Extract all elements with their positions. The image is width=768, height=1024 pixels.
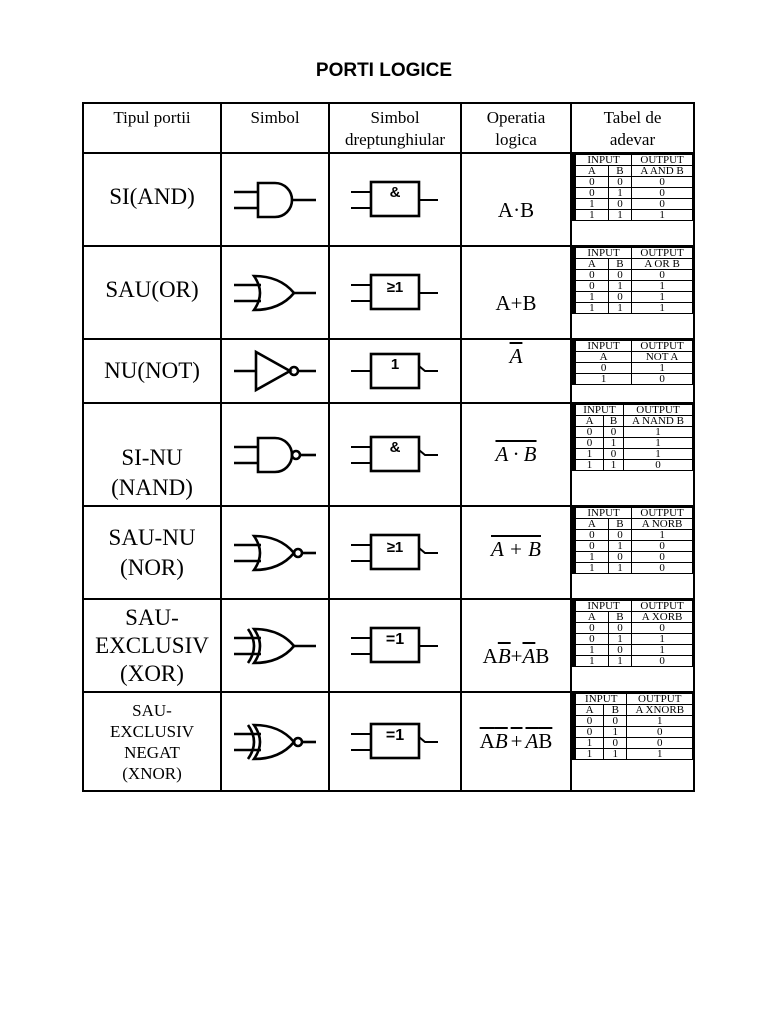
- and-rect-symbol-icon: [349, 178, 441, 222]
- truth-cell: 1: [632, 210, 693, 221]
- truth-table-cell: [571, 403, 694, 506]
- truth-table: [575, 693, 693, 760]
- header-gate-type: [83, 103, 221, 153]
- truth-cell: 1: [576, 292, 609, 303]
- truth-cell: 0: [576, 541, 609, 552]
- truth-col: A: [576, 166, 609, 177]
- truth-cell: 0: [576, 727, 604, 738]
- truth-cell: 0: [576, 530, 609, 541]
- truth-col: A: [576, 612, 609, 623]
- truth-cell: 1: [576, 738, 604, 749]
- truth-cell: 1: [608, 188, 631, 199]
- truth-table-cell: [571, 692, 694, 791]
- truth-cell: 1: [608, 656, 631, 667]
- operation-cell: [461, 599, 571, 692]
- xor-gate-icon: [230, 624, 320, 668]
- truth-cell: 1: [623, 449, 692, 460]
- truth-cell: 0: [627, 738, 693, 749]
- truth-cell: 0: [604, 427, 624, 438]
- truth-cell: 0: [632, 552, 693, 563]
- gate-name-cell: [83, 339, 221, 403]
- header-truth-line1: Tabel de: [603, 108, 662, 127]
- truth-cell: 0: [632, 563, 693, 574]
- truth-cell: 1: [632, 363, 693, 374]
- truth-cell: 0: [608, 645, 631, 656]
- truth-cell: 1: [576, 303, 609, 314]
- truth-cell: 0: [608, 177, 631, 188]
- op-term: B: [535, 644, 550, 668]
- gate-row-or: [83, 246, 694, 339]
- truth-cell: 1: [623, 438, 692, 449]
- op-operator: +: [510, 729, 523, 753]
- truth-input-header: INPUT: [576, 508, 632, 519]
- truth-output-header: OUTPUT: [632, 341, 693, 352]
- truth-output-header: OUTPUT: [623, 405, 692, 416]
- nor-gate-icon: [230, 531, 320, 575]
- truth-col: A OR B: [632, 259, 693, 270]
- gate-name: SI(AND): [109, 184, 195, 209]
- gate-row-nor: [83, 506, 694, 599]
- truth-cell: 0: [632, 199, 693, 210]
- gate-name-line: (NOR): [120, 554, 184, 580]
- truth-cell: 1: [627, 749, 693, 760]
- truth-cell: 0: [608, 199, 631, 210]
- header-truth-line2: adevar: [609, 130, 656, 149]
- operation-expression: A · B: [495, 442, 537, 466]
- truth-col: A AND B: [632, 166, 693, 177]
- truth-cell: 0: [576, 363, 632, 374]
- operation-cell: [461, 153, 571, 246]
- or-gate-symbol-cell: [221, 246, 329, 339]
- truth-col: B: [604, 705, 627, 716]
- truth-cell: 0: [627, 727, 693, 738]
- operation-cell: [461, 692, 571, 791]
- truth-cell: 0: [623, 460, 692, 471]
- rect-symbol-label: ≥1: [386, 538, 404, 556]
- truth-input-header: INPUT: [576, 155, 632, 166]
- truth-cell: 0: [608, 552, 631, 563]
- truth-input-header: INPUT: [576, 601, 632, 612]
- truth-input-header: INPUT: [576, 248, 632, 259]
- truth-cell: 1: [608, 303, 631, 314]
- gate-name-cell: [83, 403, 221, 506]
- and-gate-symbol-cell: [221, 153, 329, 246]
- truth-cell: 1: [632, 303, 693, 314]
- truth-cell: 1: [623, 427, 692, 438]
- truth-cell: 1: [576, 552, 609, 563]
- page-title: PORTI LOGICE: [315, 60, 453, 81]
- operation-expression: [483, 644, 550, 668]
- header-symbol: [221, 103, 329, 153]
- op-term: A: [479, 729, 495, 753]
- gate-name-line: EXCLUSIV: [95, 632, 209, 658]
- gate-row-xor: [83, 599, 694, 692]
- header-row: [83, 103, 694, 153]
- not-rect-symbol-icon: [349, 349, 441, 393]
- and-gate-icon: [230, 178, 320, 222]
- operation-expression: A + B: [491, 537, 541, 561]
- gate-name-cell: [83, 692, 221, 791]
- truth-cell: 0: [608, 292, 631, 303]
- truth-cell: 0: [632, 188, 693, 199]
- truth-output-header: OUTPUT: [632, 508, 693, 519]
- not-gate-icon: [230, 348, 320, 394]
- truth-cell: 0: [576, 623, 609, 634]
- truth-cell: 0: [632, 656, 693, 667]
- truth-table-cell: [571, 153, 694, 246]
- rect-symbol-cell: [329, 246, 461, 339]
- truth-col: A: [576, 259, 609, 270]
- gate-name-line: SAU-NU: [108, 524, 196, 550]
- truth-col: A NAND B: [623, 416, 692, 427]
- nand-gate-symbol-cell: [221, 403, 329, 506]
- or-rect-symbol-icon: [349, 271, 441, 315]
- rect-symbol-cell: [329, 599, 461, 692]
- logic-gates-table: [82, 102, 695, 792]
- gate-row-nand: [83, 403, 694, 506]
- gate-name-cell: [83, 246, 221, 339]
- op-term-negated: B: [494, 729, 508, 753]
- truth-output-header: OUTPUT: [632, 155, 693, 166]
- nand-gate-icon: [230, 433, 320, 477]
- operation-cell: [461, 506, 571, 599]
- truth-cell: 1: [576, 374, 632, 385]
- truth-col: B: [608, 519, 631, 530]
- xnor-rect-symbol-icon: [349, 720, 441, 764]
- header-gate-type-text: Tipul portii: [113, 108, 191, 127]
- rect-symbol-cell: [329, 692, 461, 791]
- header-rect-symbol-line2: dreptunghiular: [344, 130, 446, 149]
- rect-symbol-label: =1: [385, 630, 405, 648]
- gate-name-line: EXCLUSIV: [109, 721, 195, 741]
- truth-input-header: INPUT: [576, 405, 624, 416]
- truth-table: [575, 247, 693, 314]
- truth-cell: 1: [608, 634, 631, 645]
- gate-name: NU(NOT): [104, 358, 200, 383]
- nand-rect-symbol-icon: [349, 433, 441, 477]
- gate-name-line: SAU-: [125, 604, 179, 630]
- operation-expression: A+B: [495, 291, 537, 315]
- rect-symbol-cell: [329, 153, 461, 246]
- not-gate-symbol-cell: [221, 339, 329, 403]
- xor-gate-symbol-cell: [221, 599, 329, 692]
- truth-cell: 0: [608, 270, 631, 281]
- truth-cell: 1: [608, 210, 631, 221]
- truth-cell: 0: [576, 716, 604, 727]
- rect-symbol-label: =1: [385, 726, 405, 744]
- truth-cell: 1: [604, 749, 627, 760]
- truth-col: NOT A: [632, 352, 693, 363]
- truth-table: [575, 340, 693, 385]
- xor-rect-symbol-icon: [349, 624, 441, 668]
- truth-col: A XNORB: [627, 705, 693, 716]
- truth-cell: 1: [576, 199, 609, 210]
- truth-table: [575, 600, 693, 667]
- truth-col: A XORB: [632, 612, 693, 623]
- or-gate-icon: [230, 271, 320, 315]
- gate-row-xnor: [83, 692, 694, 791]
- truth-cell: 1: [576, 460, 604, 471]
- truth-cell: 0: [604, 449, 624, 460]
- truth-cell: 1: [576, 645, 609, 656]
- truth-input-header: INPUT: [576, 694, 627, 705]
- header-operation: [461, 103, 571, 153]
- truth-col: A: [576, 416, 604, 427]
- rect-symbol-label: ≥1: [386, 278, 404, 296]
- operation-expression: A·B: [497, 198, 535, 222]
- op-term-negated: B: [497, 644, 511, 668]
- truth-table-cell: [571, 339, 694, 403]
- xnor-gate-icon: [230, 720, 320, 764]
- truth-cell: 1: [627, 716, 693, 727]
- truth-cell: 1: [604, 438, 624, 449]
- truth-table: [575, 154, 693, 221]
- gate-name-line: SAU-: [132, 700, 172, 720]
- truth-cell: 0: [604, 738, 627, 749]
- truth-cell: 1: [632, 634, 693, 645]
- truth-output-header: OUTPUT: [632, 601, 693, 612]
- truth-cell: 1: [608, 541, 631, 552]
- header-operation-line2: logica: [495, 130, 537, 149]
- truth-table-cell: [571, 506, 694, 599]
- truth-table: [575, 404, 693, 471]
- op-term: B: [538, 729, 553, 753]
- truth-col: B: [608, 259, 631, 270]
- header-operation-line1: Operatia: [486, 108, 546, 127]
- truth-col: B: [608, 612, 631, 623]
- truth-input-header: INPUT: [576, 341, 632, 352]
- nor-rect-symbol-icon: [349, 531, 441, 575]
- header-truth-table: [571, 103, 694, 153]
- truth-col: A: [576, 705, 604, 716]
- gate-name-line: (NAND): [111, 475, 193, 500]
- truth-cell: 0: [576, 270, 609, 281]
- truth-cell: 0: [632, 177, 693, 188]
- truth-cell: 1: [604, 460, 624, 471]
- truth-col: A: [576, 519, 609, 530]
- operation-expression: [480, 729, 553, 753]
- truth-cell: 1: [576, 749, 604, 760]
- header-rect-symbol-line1: Simbol: [370, 108, 420, 127]
- truth-table-cell: [571, 599, 694, 692]
- truth-col: B: [608, 166, 631, 177]
- operation-cell: [461, 246, 571, 339]
- gate-name-line: (XOR): [120, 660, 184, 686]
- gate-name-line: NEGAT: [124, 742, 180, 762]
- rect-symbol-cell: [329, 506, 461, 599]
- truth-cell: 0: [632, 270, 693, 281]
- truth-cell: 1: [608, 281, 631, 292]
- gate-name-line: (XNOR): [122, 763, 182, 783]
- operation-cell: [461, 339, 571, 403]
- truth-cell: 0: [604, 716, 627, 727]
- op-operator: +: [510, 644, 523, 668]
- truth-col: B: [604, 416, 624, 427]
- truth-cell: 0: [576, 188, 609, 199]
- truth-cell: 1: [604, 727, 627, 738]
- truth-cell: 0: [632, 374, 693, 385]
- op-term-negated: A: [525, 729, 539, 753]
- truth-col: A NORB: [632, 519, 693, 530]
- truth-cell: 0: [576, 427, 604, 438]
- nor-gate-symbol-cell: [221, 506, 329, 599]
- truth-table: [575, 507, 693, 574]
- truth-cell: 1: [632, 281, 693, 292]
- header-rect-symbol: [329, 103, 461, 153]
- gate-name-cell: [83, 599, 221, 692]
- gate-row-not: [83, 339, 694, 403]
- truth-cell: 1: [576, 563, 609, 574]
- header-symbol-text: Simbol: [250, 108, 300, 127]
- gate-name: SAU(OR): [105, 277, 199, 302]
- rect-symbol-label: &: [389, 183, 401, 201]
- gate-name-line: SI-NU: [121, 445, 183, 470]
- rect-symbol-label: 1: [390, 356, 400, 373]
- rect-symbol-cell: [329, 403, 461, 506]
- truth-output-header: OUTPUT: [632, 248, 693, 259]
- truth-cell: 1: [576, 656, 609, 667]
- truth-col: A: [576, 352, 632, 363]
- op-term: A: [482, 644, 498, 668]
- rect-symbol-label: &: [389, 438, 401, 456]
- truth-cell: 1: [632, 530, 693, 541]
- op-term-negated: A: [522, 644, 536, 668]
- gate-name-cell: [83, 153, 221, 246]
- truth-cell: 0: [608, 530, 631, 541]
- operation-expression: A: [509, 344, 523, 368]
- truth-cell: 1: [576, 449, 604, 460]
- rect-symbol-cell: [329, 339, 461, 403]
- truth-cell: 0: [632, 623, 693, 634]
- truth-cell: 0: [576, 281, 609, 292]
- truth-cell: 0: [608, 623, 631, 634]
- gate-name-cell: [83, 506, 221, 599]
- truth-cell: 0: [576, 634, 609, 645]
- truth-table-cell: [571, 246, 694, 339]
- truth-cell: 0: [576, 177, 609, 188]
- truth-cell: 0: [576, 438, 604, 449]
- truth-cell: 1: [632, 645, 693, 656]
- gate-row-and: [83, 153, 694, 246]
- truth-cell: 1: [608, 563, 631, 574]
- truth-cell: 1: [576, 210, 609, 221]
- truth-cell: 1: [632, 292, 693, 303]
- operation-cell: [461, 403, 571, 506]
- truth-output-header: OUTPUT: [627, 694, 693, 705]
- truth-cell: 0: [632, 541, 693, 552]
- xnor-gate-symbol-cell: [221, 692, 329, 791]
